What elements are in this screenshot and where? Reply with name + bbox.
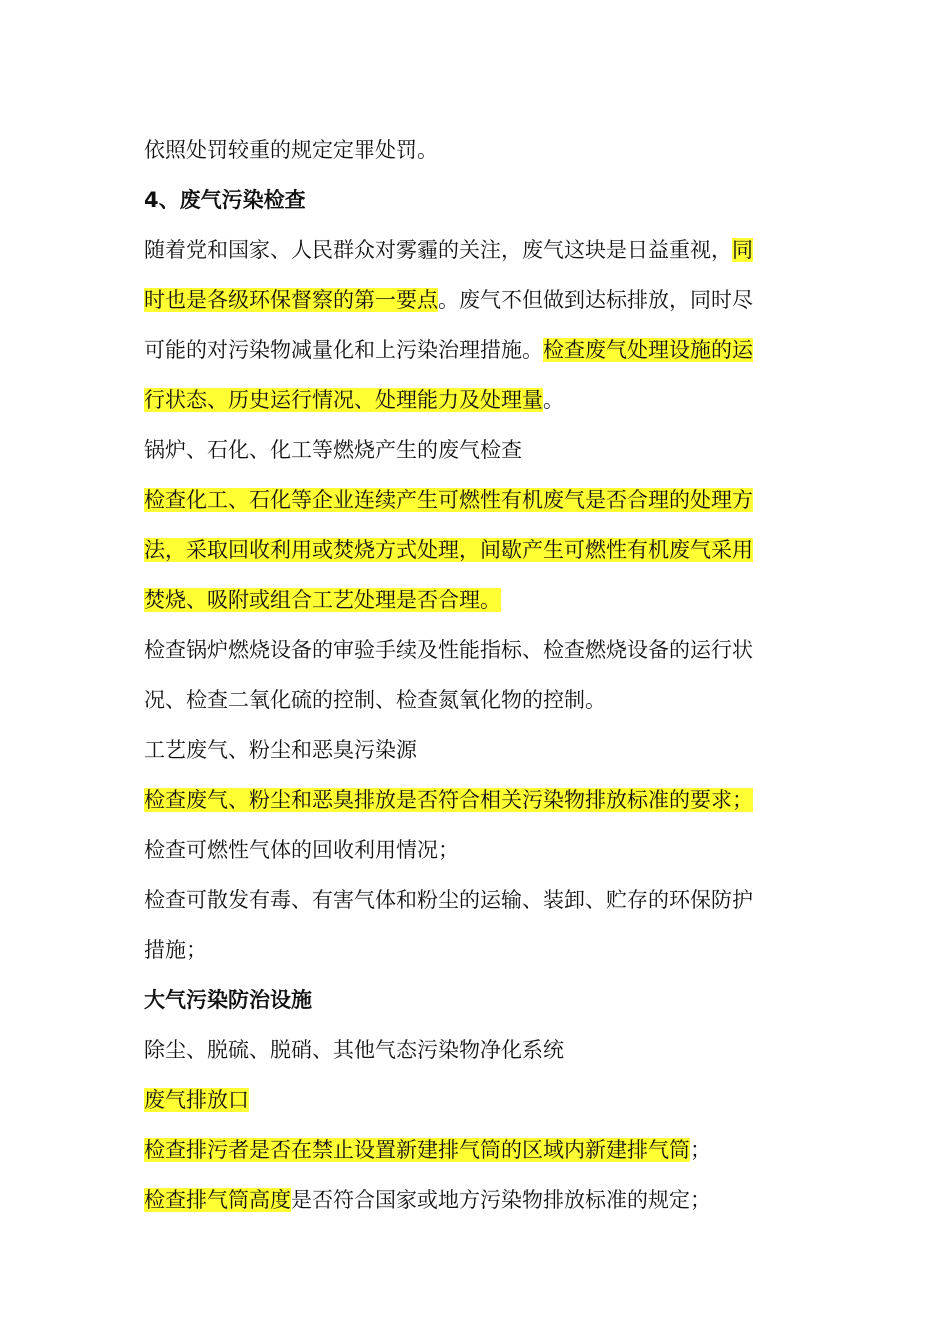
highlighted-text: 同 xyxy=(732,238,753,262)
paragraph-line xyxy=(144,784,753,816)
highlighted-text: 焚烧、吸附或组合工艺处理是否合理。 xyxy=(144,588,501,612)
highlighted-text: 时也是各级环保督察的第一要点 xyxy=(144,288,438,312)
highlighted-text: 检查排污者是否在禁止设置新建排气筒的区域内新建排气筒 xyxy=(144,1138,690,1162)
section-heading: 大气污染防治设施 xyxy=(144,988,312,1012)
paragraph-line: 时也是各级环保督察的第一要点。废气不但做到达标排放，同时尽 xyxy=(144,288,753,312)
subsection-heading: 工艺废气、粉尘和恶臭污染源 xyxy=(144,738,417,762)
paragraph-line: 依照处罚较重的规定定罪处罚。 xyxy=(144,138,438,162)
highlighted-text: 检查废气、粉尘和恶臭排放是否符合相关污染物排放标准的要求； xyxy=(144,788,753,812)
paragraph-line: 随着党和国家、人民群众对雾霾的关注，废气这块是日益重视，同 xyxy=(144,238,753,262)
subsection-heading: 锅炉、石化、化工等燃烧产生的废气检查 xyxy=(144,438,522,462)
paragraph-line: 行状态、历史运行情况、处理能力及处理量。 xyxy=(144,388,564,412)
paragraph-line: 况、检查二氧化硫的控制、检查氮氧化物的控制。 xyxy=(144,688,606,712)
paragraph-line: 检查排气筒高度是否符合国家或地方污染物排放标准的规定； xyxy=(144,1188,711,1212)
subsection-heading xyxy=(144,1084,249,1116)
paragraph-line: 检查锅炉燃烧设备的审验手续及性能指标、检查燃烧设备的运行状 xyxy=(144,638,753,662)
highlighted-text: 废气排放口 xyxy=(144,1088,249,1112)
highlighted-text: 检查化工、石化等企业连续产生可燃性有机废气是否合理的处理方 xyxy=(144,488,753,512)
highlighted-text: 检查排气筒高度 xyxy=(144,1188,291,1212)
highlighted-text: 法，采取回收利用或焚烧方式处理，间歇产生可燃性有机废气采用 xyxy=(144,538,753,562)
section-heading: 4、废气污染检查 xyxy=(144,188,306,212)
paragraph-line: 除尘、脱硫、脱硝、其他气态污染物净化系统 xyxy=(144,1038,564,1062)
highlighted-text: 检查废气处理设施的运 xyxy=(543,338,753,362)
highlighted-text: 行状态、历史运行情况、处理能力及处理量 xyxy=(144,388,543,412)
paragraph-line xyxy=(144,534,753,566)
paragraph-line xyxy=(144,484,753,516)
paragraph-line: 检查可散发有毒、有害气体和粉尘的运输、装卸、贮存的环保防护 xyxy=(144,888,753,912)
paragraph-line: 检查排污者是否在禁止设置新建排气筒的区域内新建排气筒； xyxy=(144,1138,711,1162)
paragraph-line: 可能的对污染物减量化和上污染治理措施。检查废气处理设施的运 xyxy=(144,338,753,362)
paragraph-line: 措施； xyxy=(144,938,207,962)
paragraph-line: 检查可燃性气体的回收利用情况； xyxy=(144,838,459,862)
paragraph-line xyxy=(144,584,501,616)
